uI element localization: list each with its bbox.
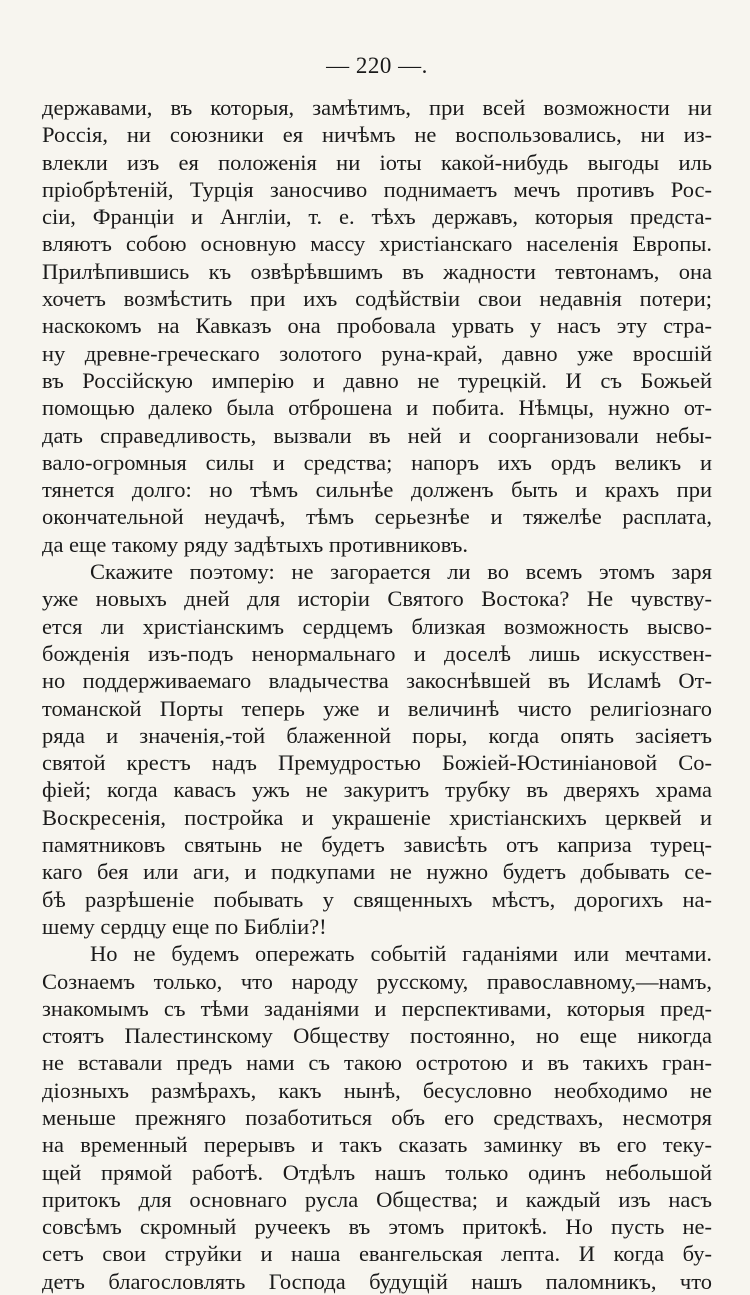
text-line: на временный перерывъ и такъ сказать заминку въ его теку- (42, 1132, 712, 1158)
text-line: да еще такому ряду задѣтыхъ противниковъ. (42, 531, 469, 557)
text-line: но поддерживаемаго владычества закоснѣвшей въ Исламѣ От- (42, 668, 712, 694)
text-line: Сознаемъ только, что народу русскому, православному,—намъ, (42, 968, 712, 994)
text-line: державами, въ которыя, замѣтимъ, при всей возможности ни (42, 95, 712, 120)
text-line: вало-огромныя силы и средства; напоръ ихъ ордъ великъ и (42, 449, 712, 475)
text-line: Но не будемъ опережать событій гаданіями или мечтами. (90, 941, 712, 967)
text-line: притокъ для основнаго русла Общества; и каждый изъ насъ (42, 1186, 712, 1212)
text-line: вляютъ собою основную массу христіанскаго населенія Европы. (42, 231, 712, 257)
text-line: наскокомъ на Кавказъ она пробовала урвать у насъ эту стра- (42, 313, 712, 339)
text-line: тянется долго: но тѣмъ сильнѣе долженъ быть и крахъ при (42, 477, 712, 503)
text-line: меньше прежняго позаботиться объ его средствахъ, несмотря (42, 1104, 712, 1130)
text-line: ну древне-греческаго золотого руна-край, давно уже вросшій (42, 340, 712, 366)
text-line: въ Россійскую имперію и давно не турецкій. И съ Божьей (42, 367, 712, 393)
text-line: хочетъ возмѣстить при ихъ содѣйствіи свои недавнія потери; (42, 286, 712, 312)
text-line: сетъ свои струйки и наша евангельская лепта. И когда бу- (42, 1241, 712, 1267)
text-line: знакомымъ съ тѣми заданіями и перспективами, которыя пред- (42, 995, 712, 1021)
text-line: томанской Порты теперь уже и величинѣ чисто религіознаго (42, 695, 712, 721)
text-line: влекли изъ ея положенія ни іоты какой-нибудь выгоды иль (42, 149, 712, 175)
text-line: не вставали предъ нами съ такою остротою и въ такихъ гран- (42, 1050, 712, 1076)
text-line: фіей; когда кавасъ ужъ не закуритъ трубку въ дверяхъ храма (42, 777, 712, 803)
body-text (42, 94, 712, 1295)
text-line: ряда и значенія,-той блаженной поры, когда опять засіяетъ (42, 722, 712, 748)
text-line: Скажите поэтому: не загорается ли во всемъ этомъ заря (90, 559, 712, 585)
text-line: окончательной неудачѣ, тѣмъ серьезнѣе и тяжелѣе расплата, (42, 504, 712, 530)
text-line: Воскресенія, постройка и украшеніе христіанскихъ церквей и (42, 804, 712, 830)
text-line: стоятъ Палестинскому Обществу постоянно, но еще никогда (42, 1023, 712, 1049)
text-line: уже новыхъ дней для исторіи Святого Востока? Не чувству- (42, 586, 712, 612)
text-line: сіи, Франціи и Англіи, т. е. тѣхъ державъ, которыя предста- (42, 204, 712, 230)
text-line: совсѣмъ скромный ручеекъ въ этомъ притокѣ. Но пусть не- (42, 1214, 712, 1240)
text-line: каго бея или аги, и подкупами не нужно будетъ добывать се- (42, 859, 712, 885)
text-line: Россія, ни союзники ея ничѣмъ не воспользовались, ни из- (42, 122, 712, 148)
text-line: детъ благословлять Господа будущій нашъ паломникъ, что (42, 1268, 712, 1294)
text-line: діозныхъ размѣрахъ, какъ нынѣ, бесусловно необходимо не (42, 1077, 712, 1103)
text-line: бѣ разрѣшеніе побывать у священныхъ мѣстъ, дорогихъ на- (42, 886, 712, 912)
page-number: — 220 —. (326, 53, 428, 78)
text-line: ется ли христіанскимъ сердцемъ близкая возможность высво- (42, 613, 712, 639)
text-line: памятниковъ святынь не будетъ зависѣть отъ каприза турец- (42, 832, 712, 858)
text-line: Прилѣпившись къ озвѣрѣвшимъ въ жадности тевтонамъ, она (42, 258, 712, 284)
text-line: божденія изъ-подъ ненормальнаго и доселѣ лишь искусствен- (42, 640, 712, 666)
text-line: щей прямой работѣ. Отдѣлъ нашъ только одинъ небольшой (42, 1159, 712, 1185)
text-line: шему сердцу еще по Библіи?! (42, 913, 327, 939)
text-line: дать справедливость, вызвали въ ней и соорганизовали небы- (42, 422, 712, 448)
text-line: святой крестъ надъ Премудростью Божіей-Юстиніановой Со- (42, 750, 712, 776)
text-line: помощью далеко была отброшена и побита. Нѣмцы, нужно от- (42, 395, 712, 421)
text-line: пріобрѣтеній, Турція заносчиво поднимаетъ мечъ противъ Рос- (42, 176, 712, 202)
